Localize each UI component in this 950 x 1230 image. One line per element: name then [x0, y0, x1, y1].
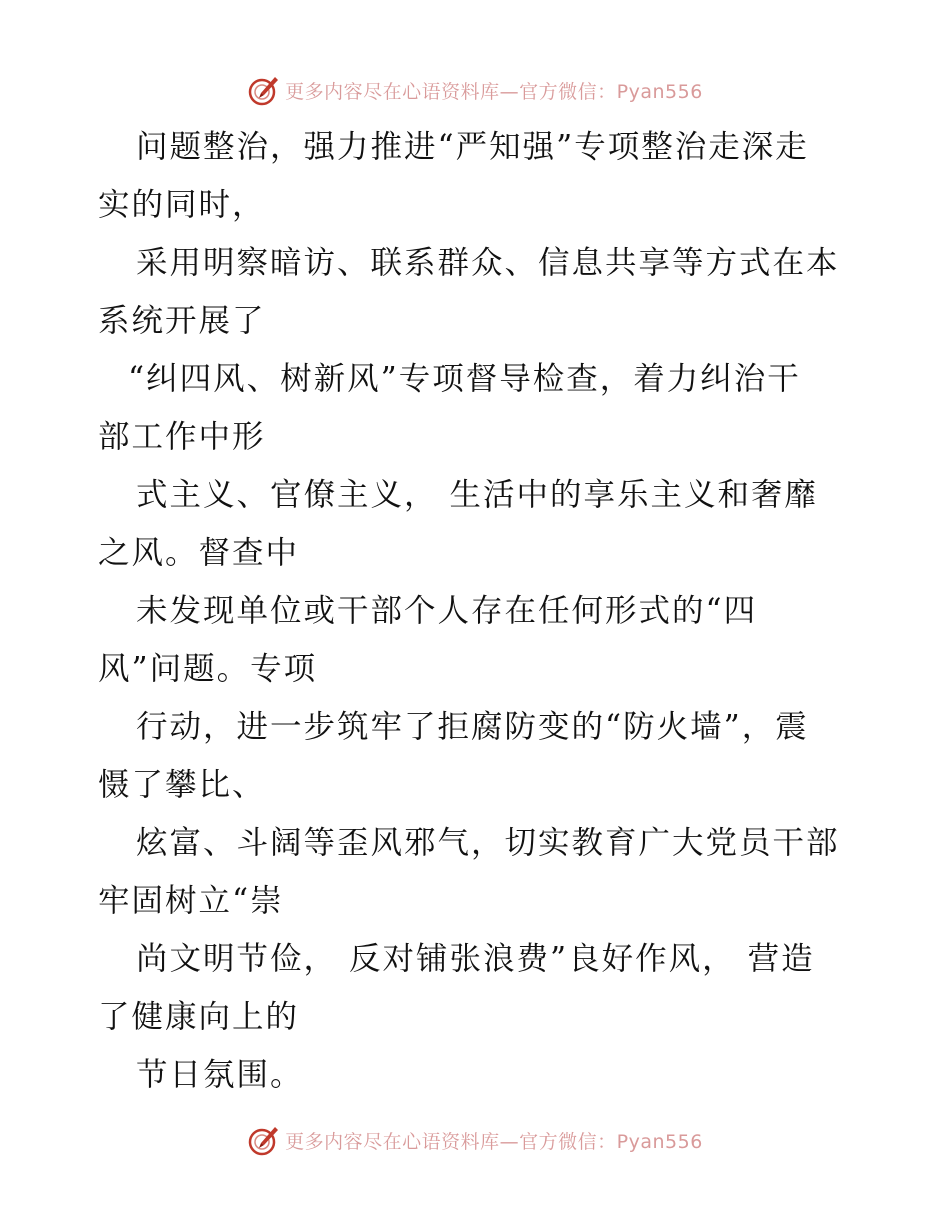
text-line: 了健康向上的 [98, 999, 300, 1035]
footer-watermark [0, 1120, 950, 1160]
text-line: 节日氛围。 [136, 1057, 304, 1093]
watermark-text: 更多内容尽在心语资料库—官方微信：Pyan556 [285, 80, 703, 103]
text-line: 之风。督查中 [98, 535, 300, 571]
text-line: 行动，进一步筑牢了拒腐防变的“防火墙”，震 [136, 709, 809, 745]
text-line: 式主义、官僚主义， 生活中的享乐主义和奢靡 [136, 477, 819, 513]
text-line: “纠四风、树新风”专项督导检查，着力纠治干 [128, 361, 801, 397]
text-line: 未发现单位或干部个人存在任何形式的“四 [136, 593, 758, 629]
text-line: 问题整治，强力推进“严知强”专项整治走深走 [136, 129, 809, 165]
header-watermark [0, 70, 950, 110]
text-line: 系统开展了 [98, 303, 266, 339]
document-body [98, 118, 858, 1104]
watermark-text: 更多内容尽在心语资料库—官方微信：Pyan556 [285, 1130, 703, 1153]
text-line: 牢固树立“崇 [98, 883, 284, 919]
text-line: 尚文明节俭， 反对铺张浪费”良好作风， 营造 [136, 941, 815, 977]
text-line: 实的同时， [98, 187, 266, 223]
text-line: 风”问题。专项 [98, 651, 318, 687]
pen-nib-logo-icon [247, 1123, 281, 1157]
pen-nib-logo-icon [247, 73, 281, 107]
text-line: 采用明察暗访、联系群众、信息共享等方式在本 [136, 245, 840, 281]
text-line: 炫富、斗阔等歪风邪气，切实教育广大党员干部 [136, 825, 840, 861]
text-line: 部工作中形 [98, 419, 266, 455]
text-line: 慑了攀比、 [98, 767, 266, 803]
